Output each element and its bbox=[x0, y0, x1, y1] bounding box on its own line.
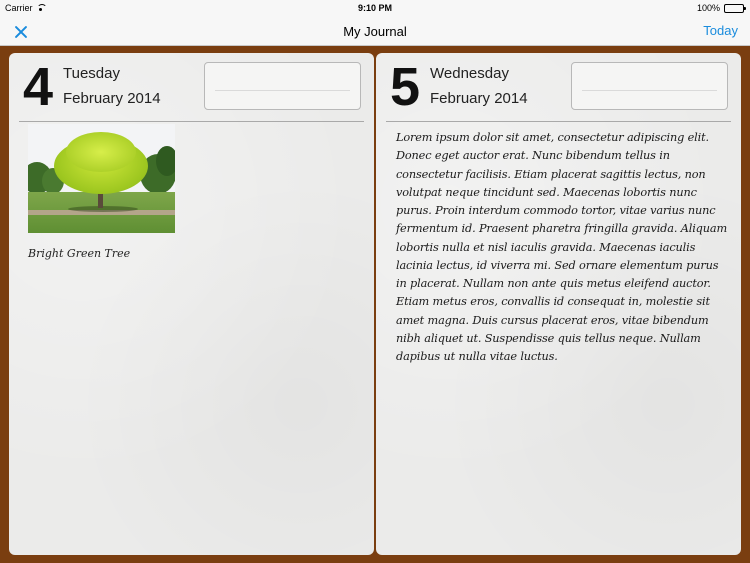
nav-bar bbox=[0, 16, 750, 46]
note-field[interactable] bbox=[571, 62, 728, 110]
photo-bg-tree bbox=[156, 146, 175, 176]
journal-entry-text[interactable]: Lorem ipsum dolor sit amet, consectetur adipiscing elit. Donec eget auctor erat. Nunc bibendum tellus in consectetur facilisis. Etiam placerat sagittis lectus, non volutpat neque tincidunt sed. Maecenas lobortis nunc purus. Proin interdum commodo tortor, vitae varius nunc fermentum id. Praesent pharetra fringilla gravida. Aliquam lobortis nulla et nisl iaculis gravida. Maecenas iaculis lacinia lectus, id viverra mi. Sed ornare elementum purus in placerat. Nullam non ante quis metus eleifend auctor. Etiam metus eros, convallis id consequat in, molestie sit amet magna. Duis cursus placerat eros, vitae bibendum nibh aliquet ut. Suspendisse quis tellus neque. Nullam dapibus ut nulla vitae luctus. bbox=[396, 131, 728, 363]
month-year-label: February 2014 bbox=[430, 90, 528, 107]
photo-tree-shadow bbox=[68, 206, 138, 212]
photo-tree-canopy-top bbox=[66, 132, 136, 172]
note-field[interactable] bbox=[204, 62, 361, 110]
photo-caption: Bright Green Tree bbox=[28, 247, 131, 260]
page-title: My Journal bbox=[343, 24, 407, 39]
journal-spread bbox=[0, 46, 750, 563]
carrier-label: Carrier bbox=[5, 3, 33, 13]
header-divider bbox=[386, 121, 731, 122]
day-number: 4 bbox=[23, 57, 54, 117]
page-header bbox=[376, 53, 741, 121]
photo-thumbnail[interactable] bbox=[28, 124, 175, 233]
status-bar bbox=[0, 0, 750, 16]
header-divider bbox=[19, 121, 364, 122]
status-right bbox=[697, 3, 744, 13]
journal-page-left[interactable] bbox=[9, 53, 374, 555]
month-year-label: February 2014 bbox=[63, 90, 161, 107]
journal-page-right[interactable] bbox=[376, 53, 741, 555]
day-number: 5 bbox=[390, 57, 421, 117]
status-time: 9:10 PM bbox=[357, 3, 392, 13]
note-field-line bbox=[582, 90, 717, 91]
weekday-label: Tuesday bbox=[63, 65, 120, 82]
today-button[interactable]: Today bbox=[703, 23, 738, 38]
battery-icon bbox=[724, 4, 744, 13]
note-field-line bbox=[215, 90, 350, 91]
weekday-label: Wednesday bbox=[430, 65, 509, 82]
page-header bbox=[9, 53, 374, 121]
battery-percent: 100% bbox=[696, 3, 720, 13]
